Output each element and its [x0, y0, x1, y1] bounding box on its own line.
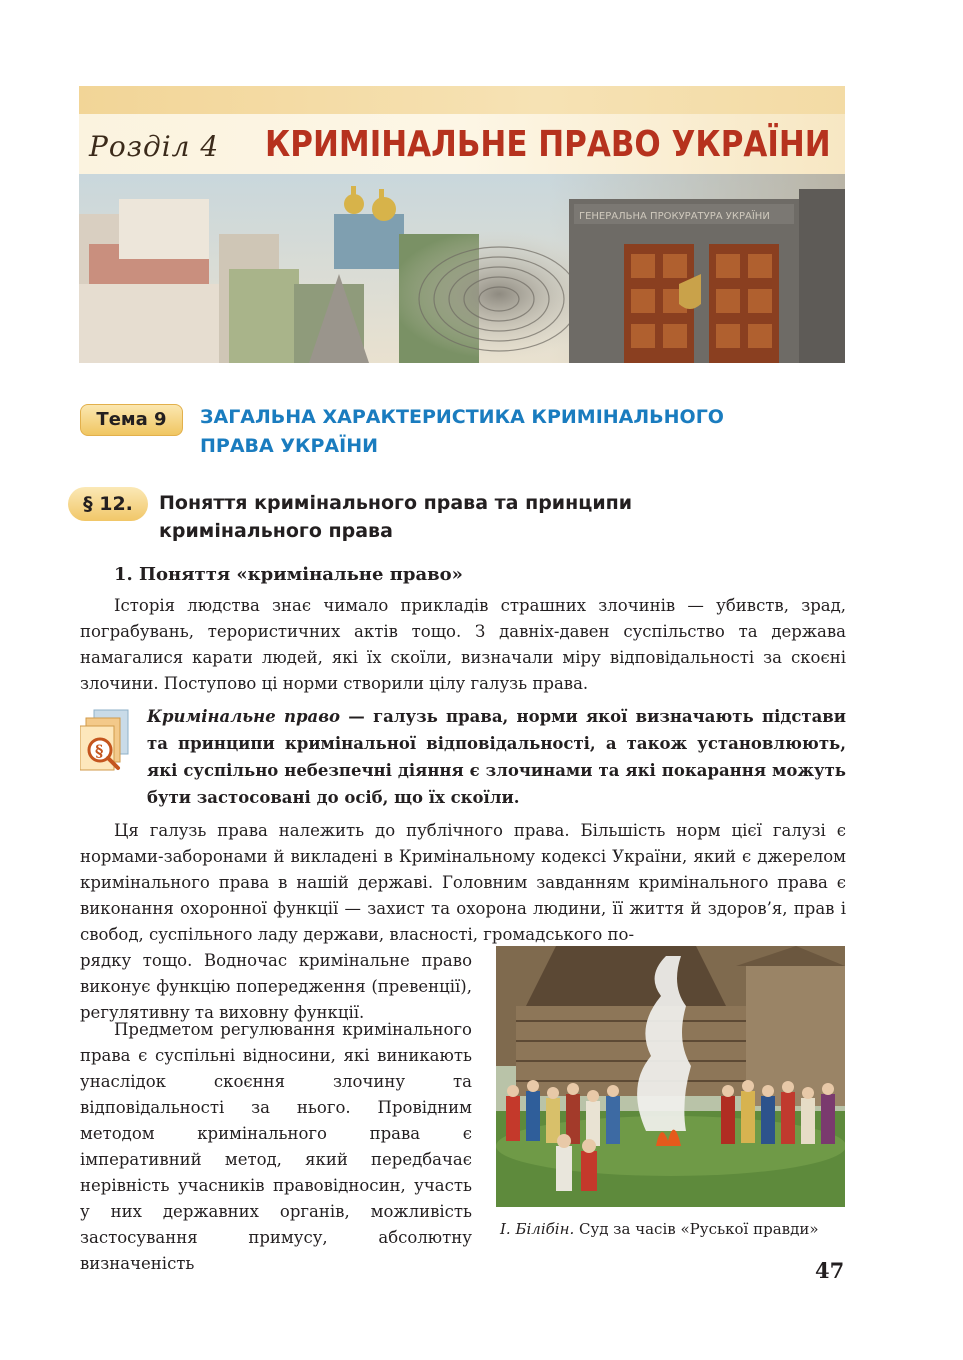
- banner-photo-collage: [79, 174, 845, 363]
- topic-title-line: ЗАГАЛЬНА ХАРАКТЕРИСТИКА КРИМІНАЛЬНОГО: [200, 406, 724, 428]
- definition-term: Кримінальне право: [147, 707, 341, 726]
- caption-author: І. Білібін.: [500, 1220, 575, 1238]
- body-paragraph: Історія людства знає чимало прикладів страшних злочинів — убивств, зрад, пограбувань, терористичних актів тощо. З давніх-давен суспільство та держава намагалися карати людей, які їх скоїли, визначали міру відповідальності за скоєні злочини. Поступово ці норми створили цілу галузь права.: [80, 596, 846, 693]
- chapter-banner: [79, 86, 845, 363]
- topic-badge: Тема 9: [80, 404, 183, 436]
- chapter-title: КРИМІНАЛЬНЕ ПРАВО УКРАЇНИ: [265, 124, 831, 165]
- page-number: 47: [815, 1258, 845, 1283]
- building-sign: ГЕНЕРАЛЬНА ПРОКУРАТУРА УКРАЇНИ: [579, 211, 770, 222]
- definition-block: [147, 703, 846, 811]
- topic-title: [200, 403, 820, 461]
- chapter-label: Розділ 4: [89, 130, 220, 163]
- banner-top-strip: [79, 86, 845, 114]
- paragraph-title-line: Поняття кримінального права та принципи: [159, 492, 633, 514]
- definition-text: — галузь права, норми якої визначають підстави та принципи кримінальної відповідальності, а також установлюють, які суспільно небезпечні діяння є злочинами та які покарання можуть бути застосовані до осіб, що їх скоїли.: [147, 707, 846, 807]
- section-heading: 1. Поняття «кримінальне право»: [114, 564, 463, 585]
- paragraph-title-line: кримінального права: [159, 520, 393, 542]
- definition-icon: [80, 708, 132, 772]
- figure-caption: [500, 1220, 846, 1238]
- caption-text: Суд за часів «Руської правди»: [574, 1220, 819, 1238]
- body-paragraph-continued: рядку тощо. Водночас кримінальне право виконує функцію попередження (превенції), регулятивну та виховну функції.: [80, 951, 472, 1022]
- paragraph-badge: § 12.: [68, 487, 148, 521]
- body-paragraph: Ця галузь права належить до публічного права. Більшість норм цієї галузі є нормами-заборонами й викладені в Кримінальному кодексі України, який є джерелом кримінального права в нашій державі. Головним завданням кримінального права є виконання охоронної функції — захист та охорона людини, її життя й здоров’я, прав і свобод, суспільного ладу держави, власності, громадського по-: [80, 821, 846, 944]
- topic-title-line: ПРАВА УКРАЇНИ: [200, 435, 379, 457]
- body-paragraph: Предметом регулювання кримінального права є суспільні відносини, які виникають унаслідок скоєння злочину та відповідальності за нього. Провідним методом кримінального права є імперативний метод, який передбачає нерівність учасників правовідносин, участь у них державних органів, можливість застосування примусу, абсолютну визначеність: [80, 1020, 472, 1273]
- svg-text:§: §: [95, 741, 104, 760]
- paragraph-title: [159, 489, 799, 545]
- bilibin-painting: [496, 946, 845, 1207]
